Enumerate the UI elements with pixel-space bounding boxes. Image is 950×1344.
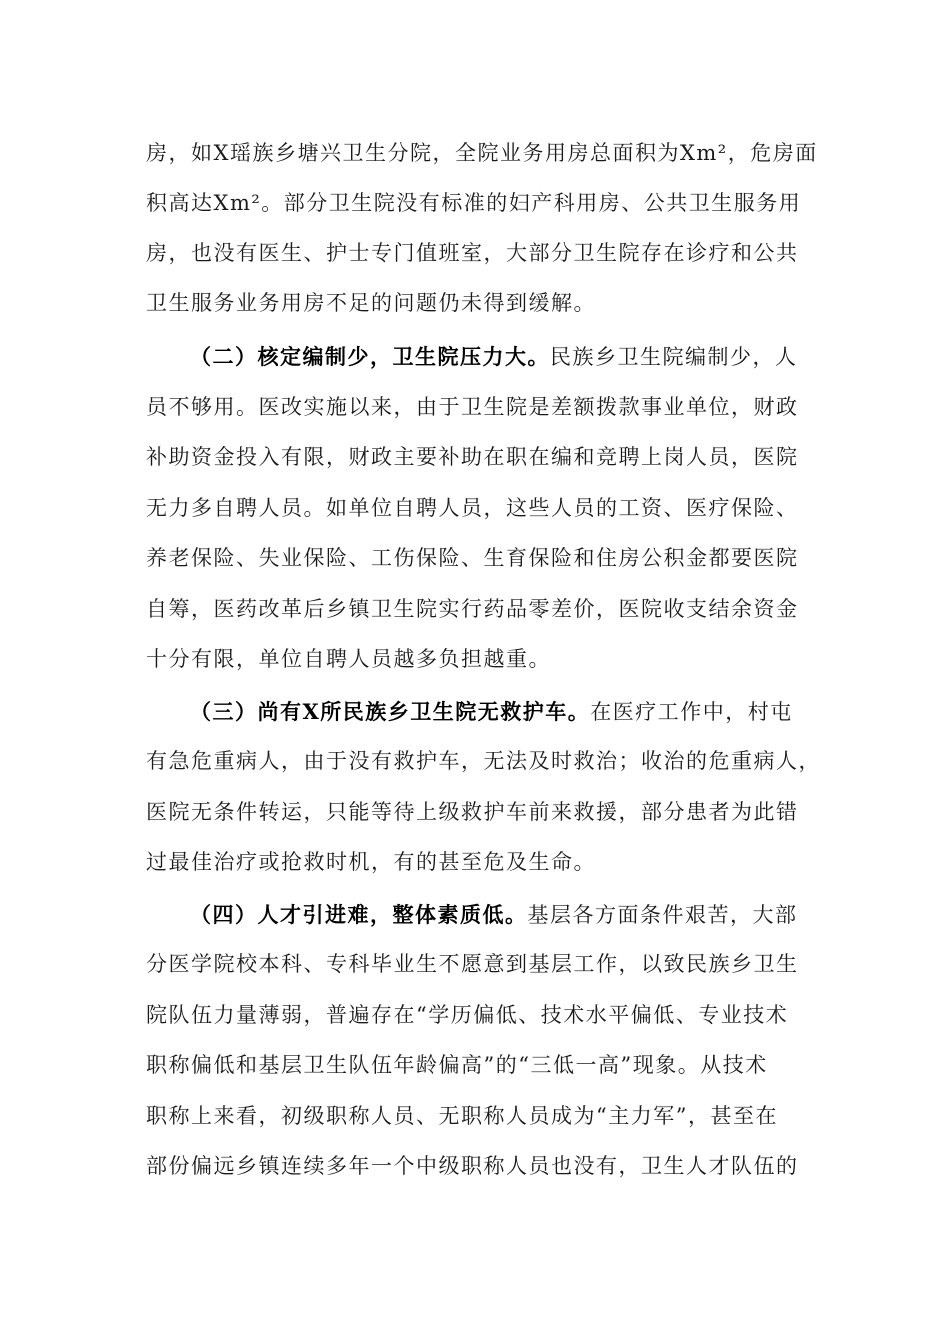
paragraph-line (146, 228, 816, 279)
body-text: 房，也没有医生、护士专门值班室，大部分卫生院存在诊疗和公共 (146, 241, 799, 265)
paragraph-line (146, 634, 816, 685)
paragraph-line (146, 736, 821, 787)
paragraph-line (146, 787, 816, 838)
section-heading: （三）尚有X所民族乡卫生院无救护车。 (190, 699, 591, 724)
body-text: 无力多自聘人员。如单位自聘人员，这些人员的工资、医疗保险、 (146, 496, 799, 520)
body-text: 院队伍力量薄弱，普遍存在“学历偏低、技术水平偏低、专业技术 (146, 1003, 789, 1027)
body-text: 医院无条件转运，只能等待上级救护车前来救援，部分患者为此错 (146, 800, 799, 824)
paragraph-line (146, 584, 816, 635)
body-text: 在医疗工作中，村屯 (590, 700, 793, 724)
body-text: 积高达Xm²。部分卫生院没有标准的妇产科用房、公共卫生服务用 (146, 191, 802, 215)
paragraph-line (146, 1040, 816, 1091)
paragraph-line (146, 1091, 816, 1142)
body-text: 房，如X瑶族乡塘兴卫生分院，全院业务用房总面积为Xm²，危房面 (146, 141, 818, 165)
body-text: 职称偏低和基层卫生队伍年龄偏高”的“三低一高”现象。从技术 (146, 1053, 768, 1077)
body-text: 民族乡卫生院编制少，人 (550, 345, 798, 369)
paragraph-line (146, 533, 816, 584)
body-text: 卫生服务业务用房不足的问题仍未得到缓解。 (146, 291, 596, 315)
body-text: 部份偏远乡镇连续多年一个中级职称人员也没有，卫生人才队伍的 (146, 1154, 799, 1178)
paragraph-line (146, 432, 816, 483)
paragraph-line (146, 837, 816, 888)
paragraph-line (146, 1141, 816, 1192)
paragraph-line (146, 128, 816, 179)
section-heading: （四）人才引进难，整体素质低。 (190, 902, 528, 927)
body-text: 补助资金投入有限，财政主要补助在职在编和竞聘上岗人员，医院 (146, 445, 799, 469)
body-text: 基层各方面条件艰苦，大部 (527, 903, 798, 927)
body-text: 自筹，医药改革后乡镇卫生院实行药品零差价，医院收支结余资金 (146, 597, 799, 621)
body-text: 过最佳治疗或抢救时机，有的甚至危及生命。 (146, 850, 596, 874)
body-text: 职称上来看，初级职称人员、无职称人员成为“主力军”，甚至在 (146, 1104, 778, 1128)
section-heading: （二）核定编制少，卫生院压力大。 (190, 344, 550, 369)
section-heading-line (190, 889, 860, 940)
paragraph-line (146, 990, 816, 1041)
paragraph-line (146, 278, 816, 329)
section-heading-line (190, 686, 860, 737)
body-text: 有急危重病人，由于没有救护车，无法及时救治；收治的危重病人， (146, 749, 821, 773)
paragraph-line (146, 178, 816, 229)
body-text: 分医学院校本科、专科毕业生不愿意到基层工作，以致民族乡卫生 (146, 952, 799, 976)
body-text: 员不够用。医改实施以来，由于卫生院是差额拨款事业单位，财政 (146, 395, 799, 419)
paragraph-line (146, 382, 816, 433)
paragraph-line (146, 939, 816, 990)
body-text: 十分有限，单位自聘人员越多负担越重。 (146, 647, 551, 671)
body-text: 养老保险、失业保险、工伤保险、生育保险和住房公积金都要医院 (146, 546, 799, 570)
section-heading-line (190, 331, 860, 382)
paragraph-line (146, 483, 816, 534)
